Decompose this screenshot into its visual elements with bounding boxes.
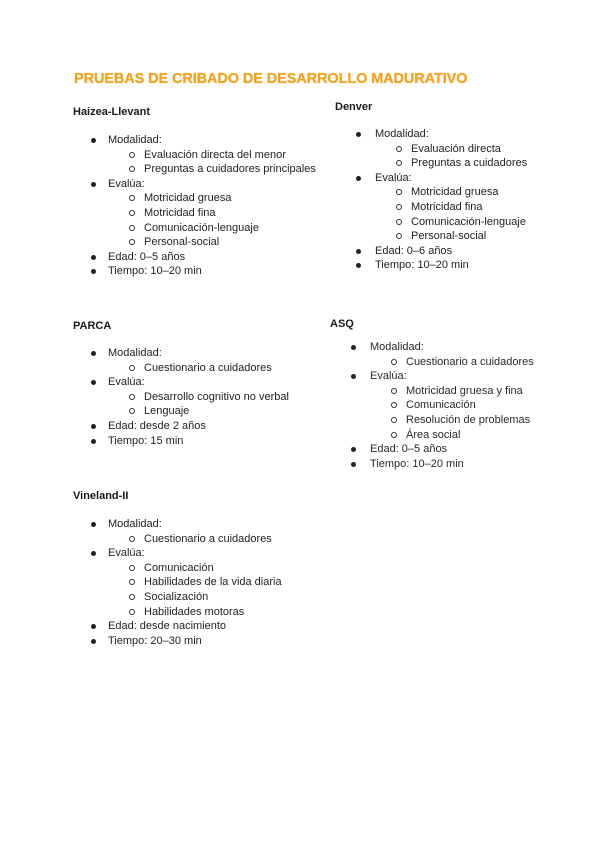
evalua-sublist bbox=[108, 561, 282, 619]
section-list bbox=[330, 340, 534, 471]
sublist-item: Motricidad gruesa bbox=[108, 191, 316, 206]
list-item-evalua bbox=[73, 375, 289, 419]
list-item-tiempo: Tiempo: 15 min bbox=[73, 434, 289, 449]
sublist-item: Cuestionario a cuidadores bbox=[108, 532, 282, 547]
sublist-item: Motricidad gruesa y fina bbox=[370, 384, 534, 399]
sublist-item: Preguntas a cuidadores principales bbox=[108, 162, 316, 177]
section-heading: ASQ bbox=[330, 318, 354, 330]
list-item-edad: Edad: desde 2 años bbox=[73, 419, 289, 434]
list-item-tiempo: Tiempo: 10–20 min bbox=[335, 258, 527, 273]
evalua-sublist bbox=[370, 384, 534, 442]
modalidad-sublist bbox=[370, 355, 534, 370]
list-item-tiempo: Tiempo: 20–30 min bbox=[73, 634, 282, 649]
evalua-label: Evalúa: bbox=[375, 171, 412, 184]
sublist-item: Desarrollo cognitivo no verbal bbox=[108, 390, 289, 405]
list-item-evalua bbox=[330, 369, 534, 442]
section-heading: PARCA bbox=[73, 320, 112, 332]
sublist-item: Comunicación-lenguaje bbox=[108, 221, 316, 236]
modalidad-label: Modalidad: bbox=[375, 128, 429, 140]
section-haizea-llevant bbox=[73, 106, 316, 279]
section-vineland-ii bbox=[73, 490, 282, 648]
sublist-item: Área social bbox=[370, 428, 534, 443]
evalua-sublist bbox=[108, 390, 289, 419]
section-list bbox=[73, 346, 289, 448]
list-item-modalidad bbox=[73, 346, 289, 375]
list-item-tiempo: Tiempo: 10–20 min bbox=[330, 457, 534, 472]
sublist-item: Evaluación directa bbox=[375, 142, 527, 157]
section-list bbox=[73, 133, 316, 279]
section-heading: Vineland-II bbox=[73, 490, 129, 502]
evalua-label: Evalúa: bbox=[108, 177, 145, 190]
evalua-label: Evalúa: bbox=[370, 370, 407, 383]
list-item-evalua bbox=[73, 177, 316, 250]
sublist-item: Socialización bbox=[108, 590, 282, 605]
modalidad-label: Modalidad: bbox=[108, 134, 162, 146]
sublist-item: Preguntas a cuidadores bbox=[375, 156, 527, 171]
list-item-evalua bbox=[73, 546, 282, 619]
list-item-tiempo: Tiempo: 10–20 min bbox=[73, 264, 316, 279]
evalua-label: Evalúa: bbox=[108, 547, 145, 560]
section-heading: Haizea-Llevant bbox=[73, 106, 151, 118]
section-denver bbox=[335, 101, 527, 273]
modalidad-sublist bbox=[108, 361, 289, 376]
sublist-item: Cuestionario a cuidadores bbox=[370, 355, 534, 370]
list-item-edad: Edad: 0–5 años bbox=[330, 442, 534, 457]
list-item-modalidad bbox=[73, 133, 316, 177]
sublist-item: Comunicación bbox=[370, 398, 534, 413]
evalua-label: Evalúa: bbox=[108, 376, 145, 389]
document-title: PRUEBAS DE CRIBADO DE DESARROLLO MADURATIVO bbox=[74, 71, 468, 87]
sublist-item: Motricidad gruesa bbox=[375, 185, 527, 200]
evalua-sublist bbox=[375, 185, 527, 243]
list-item-edad: Edad: desde nacimiento bbox=[73, 619, 282, 634]
section-asq bbox=[330, 318, 534, 471]
sublist-item: Motricidad fina bbox=[375, 200, 527, 215]
section-list bbox=[335, 127, 527, 273]
section-parca bbox=[73, 320, 289, 448]
sublist-item: Lenguaje bbox=[108, 404, 289, 419]
list-item-modalidad bbox=[330, 340, 534, 369]
sublist-item: Personal-social bbox=[375, 229, 527, 244]
list-item-evalua bbox=[335, 171, 527, 244]
modalidad-label: Modalidad: bbox=[370, 341, 424, 353]
section-list bbox=[73, 517, 282, 648]
section-heading: Denver bbox=[335, 101, 373, 113]
list-item-edad: Edad: 0–6 años bbox=[335, 244, 527, 259]
sublist-item: Resolución de problemas bbox=[370, 413, 534, 428]
modalidad-sublist bbox=[108, 148, 316, 177]
modalidad-sublist bbox=[375, 142, 527, 171]
evalua-sublist bbox=[108, 191, 316, 249]
sublist-item: Comunicación-lenguaje bbox=[375, 215, 527, 230]
modalidad-label: Modalidad: bbox=[108, 347, 162, 359]
modalidad-sublist bbox=[108, 532, 282, 547]
sublist-item: Habilidades motoras bbox=[108, 605, 282, 620]
sublist-item: Personal-social bbox=[108, 235, 316, 250]
sublist-item: Comunicación bbox=[108, 561, 282, 576]
list-item-modalidad bbox=[335, 127, 527, 171]
sublist-item: Habilidades de la vida diaria bbox=[108, 575, 282, 590]
list-item-edad: Edad: 0–5 años bbox=[73, 250, 316, 265]
sublist-item: Motricidad fina bbox=[108, 206, 316, 221]
modalidad-label: Modalidad: bbox=[108, 518, 162, 530]
sublist-item: Evaluación directa del menor bbox=[108, 148, 316, 163]
sublist-item: Cuestionario a cuidadores bbox=[108, 361, 289, 376]
list-item-modalidad bbox=[73, 517, 282, 546]
